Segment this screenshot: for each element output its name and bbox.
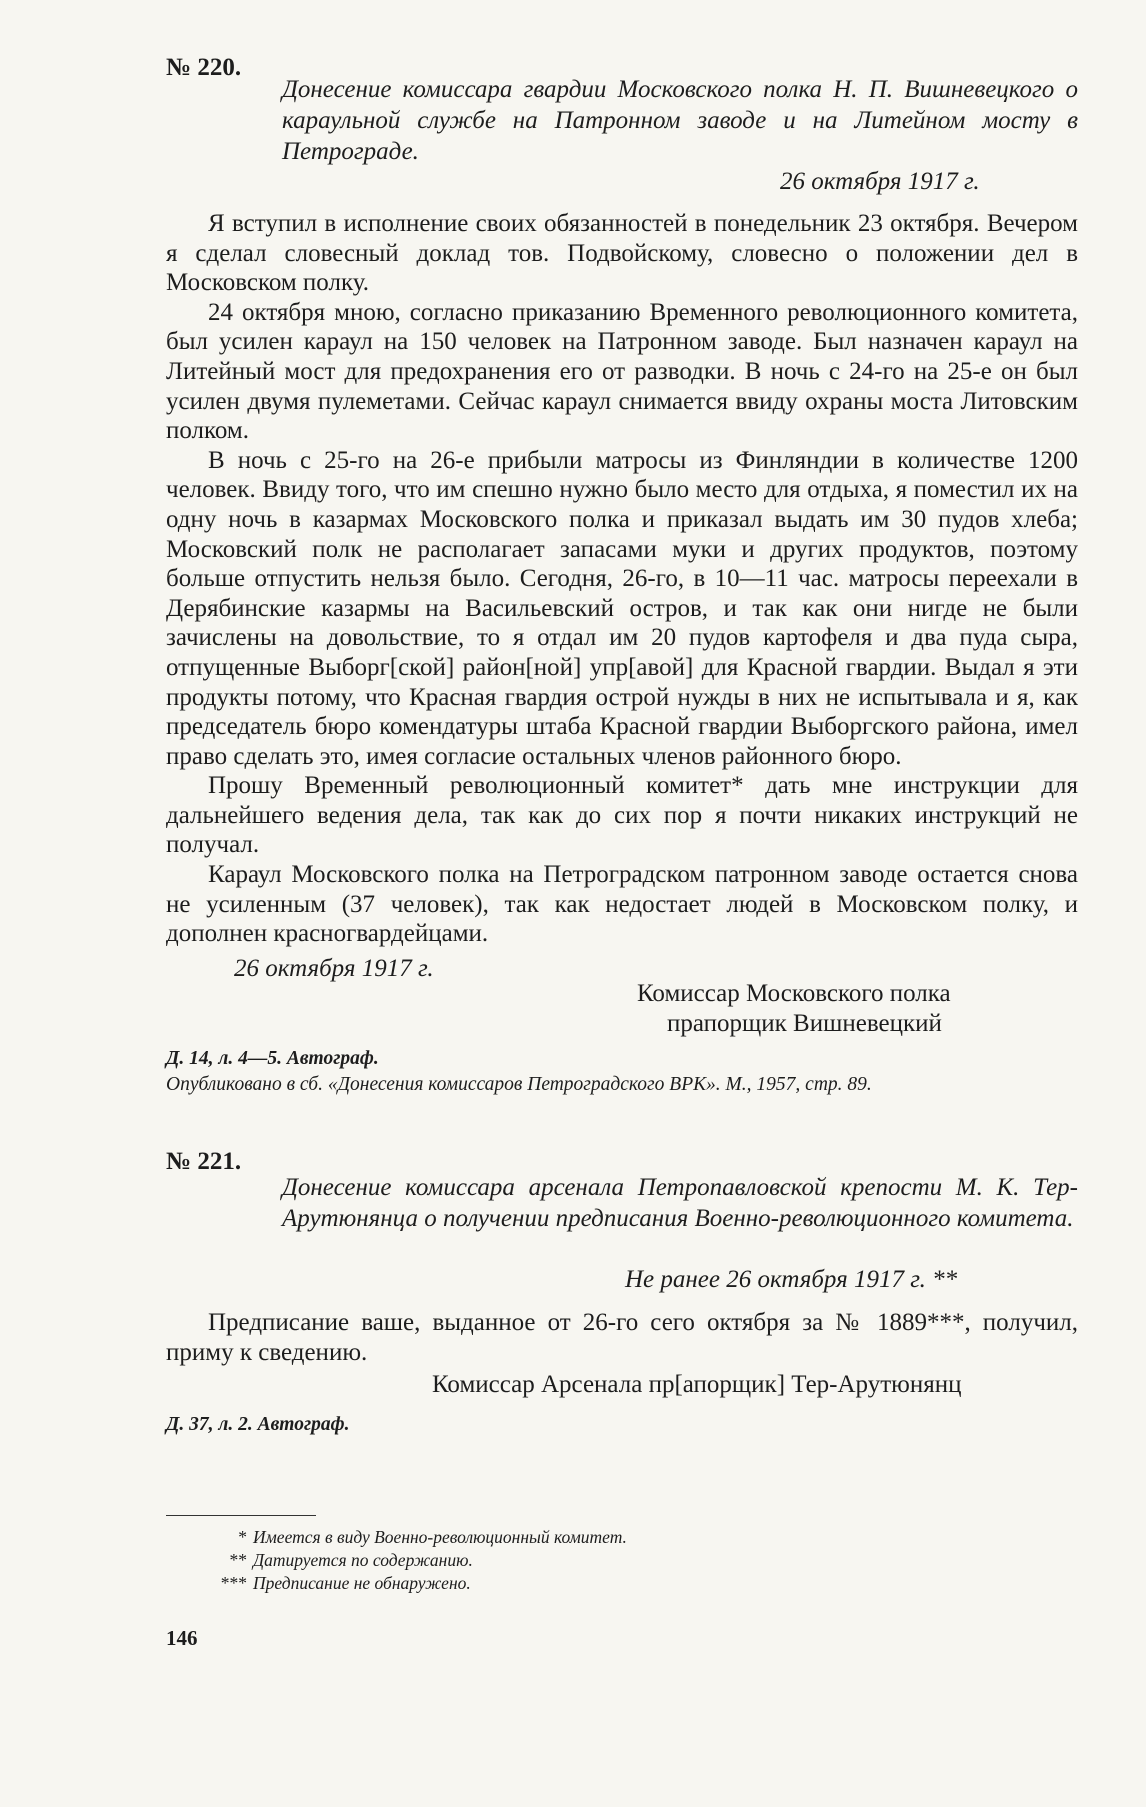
doc220-signature-name: прапорщик Вишневецкий — [667, 1010, 942, 1037]
doc221-body — [166, 1308, 1078, 1367]
doc221-date: Не ранее 26 октября 1917 г. ** — [625, 1266, 958, 1293]
doc220-paragraph: 24 октября мною, согласно приказанию Временного революционного комитета, был усилен караул на 150 человек на Патронном заводе. Был назначен караул на Литейный мост для предохранения его от разводки. В ночь с 24-го на 25-е он был усилен двумя пулеметами. Сейчас караул снимается ввиду охраны моста Литовским полком. — [166, 298, 1078, 445]
doc220-source-ref: Д. 14, л. 4—5. Автограф. — [166, 1048, 379, 1069]
doc220-paragraph: Я вступил в исполнение своих обязанностей в понедельник 23 октября. Вечером я сделал словесный доклад тов. Подвойскому, словесно о положении дел в Московском полку. — [166, 210, 1078, 297]
doc221-source-ref: Д. 37, л. 2. Автограф. — [166, 1414, 350, 1435]
doc220-signature-title: Комиссар Московского полка — [637, 980, 951, 1007]
doc220-date: 26 октября 1917 г. — [780, 168, 980, 195]
doc220-body — [166, 209, 1078, 949]
doc220-source-publication: Опубликовано в сб. «Донесения комиссаров Петроградского ВРК». М., 1957, стр. 89. — [166, 1074, 872, 1095]
footnote-divider — [166, 1515, 316, 1516]
doc221-title: Донесение комиссара арсенала Петропавловской крепости М. К. Тер-Арутюнянца о получении предписания Военно-революционного комитета. — [282, 1174, 1078, 1232]
footnote: ** Датируется по содержанию. — [229, 1550, 473, 1570]
doc220-number: № 220. — [166, 54, 242, 81]
doc220-paragraph: Прошу Временный революционный комитет* дать мне инструкции для дальнейшего ведения дела, так как до сих пор я почти никаких инструкций не получал. — [166, 772, 1078, 859]
doc221-signature: Комиссар Арсенала пр[апорщик] Тер-Арутюнянц — [432, 1371, 962, 1398]
doc221-paragraph: Предписание ваше, выданное от 26-го сего октября за № 1889***, получил, приму к сведению. — [166, 1309, 1078, 1366]
page-number: 146 — [166, 1626, 198, 1650]
footnote: *** Предписание не обнаружено. — [220, 1573, 471, 1593]
doc220-title: Донесение комиссара гвардии Московского полка Н. П. Вишневецкого о караульной службе на Патронном заводе и на Литейном мосту в Петрограде. — [282, 76, 1078, 165]
doc220-paragraph: В ночь с 25-го на 26-е прибыли матросы из Финляндии в количестве 1200 человек. Ввиду того, что им спешно нужно было место для отдыха, я поместил их на одну ночь в казармах Московского полка и приказал выдать им 30 пудов хлеба; Московский полк не располагает запасами муки и других продуктов, поэтому больше отпустить нельзя было. Сегодня, 26-го, в 10—11 час. матросы переехали в Дерябинские казармы на Васильевский остров, и так как они нигде не были зачислены на довольствие, то я отдал им 20 пудов картофеля и два пуда сыра, отпущенные Выборг[ской] район[ной] упр[авой] для Красной гвардии. Выдал я эти продукты потому, что Красная гвардия острой нужды в них не испытывала и я, как председатель бюро комендатуры штаба Красной гвардии Выборгского района, имел право сделать это, имея согласие остальных членов районного бюро. — [166, 446, 1078, 770]
doc220-paragraph: Караул Московского полка на Петроградском патронном заводе остается снова не усиленным (37 человек), так как недостает людей в Московском полку, и дополнен красногвардейцами. — [166, 861, 1078, 948]
doc220-closing-date: 26 октября 1917 г. — [234, 955, 434, 982]
footnote: * Имеется в виду Военно-революционный комитет. — [238, 1527, 627, 1547]
doc221-number: № 221. — [166, 1148, 242, 1175]
